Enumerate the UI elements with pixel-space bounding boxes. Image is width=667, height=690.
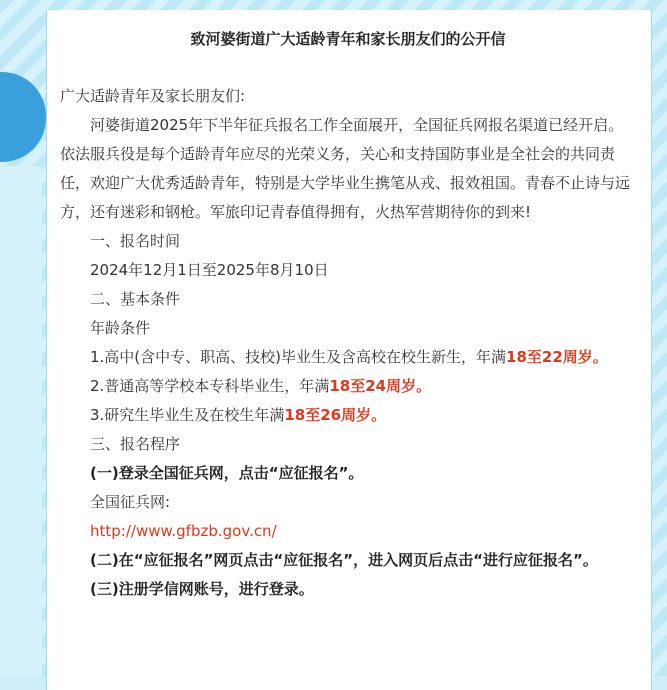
registration-period: 2024年12月1日至2025年8月10日 (90, 261, 329, 279)
age-item (60, 343, 638, 372)
step-2: (二)在“应征报名”网页点击“应征报名”，进入网页后点击“进行应征报名”。 (90, 551, 598, 569)
step-3: (三)注册学信网账号，进行登录。 (90, 580, 314, 598)
age-range-highlight: 18至24周岁。 (329, 377, 432, 395)
site-label: 全国征兵网: (90, 493, 171, 511)
side-strip (0, 166, 42, 676)
intro-paragraph: 河婆街道2025年下半年征兵报名工作全面展开，全国征兵网报名渠道已经开启。依法服兵役是每个适龄青年应尽的光荣义务，关心和支持国防事业是全社会的共同责任，欢迎广大优秀适龄青年，特别是大学毕业生携笔从戎、报效祖国。青春不止诗与远方，还有迷彩和钢枪。军旅印记青春值得拥有，火热军营期待你的到来! (60, 116, 631, 221)
age-item-text: 2.普通高等学校本专科毕业生，年满 (90, 377, 330, 395)
salutation: 广大适龄青年及家长朋友们: (60, 87, 246, 105)
section3-heading: 三、报名程序 (90, 435, 181, 453)
age-condition-label: 年龄条件 (90, 319, 151, 337)
site-link[interactable]: http://www.gfbzb.gov.cn/ (90, 522, 277, 540)
letter-body (60, 82, 638, 604)
age-item (60, 401, 638, 430)
age-range-highlight: 18至26周岁。 (284, 406, 387, 424)
age-range-highlight: 18至22周岁。 (506, 348, 608, 366)
age-item-text: 1.高中(含中专、职高、技校)毕业生及含高校在校生新生，年满 (90, 348, 507, 366)
section1-heading: 一、报名时间 (90, 232, 181, 250)
section2-heading: 二、基本条件 (90, 290, 181, 308)
step-1: (一)登录全国征兵网，点击“应征报名”。 (90, 464, 364, 482)
age-item (60, 372, 638, 401)
letter-title: 致河婆街道广大适龄青年和家长朋友们的公开信 (190, 30, 506, 48)
age-item-text: 3.研究生毕业生及在校生年满 (90, 406, 285, 424)
